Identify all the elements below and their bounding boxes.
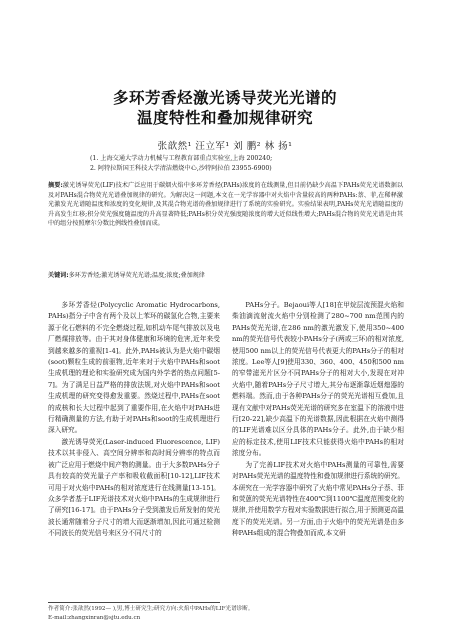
- author-list: 张歆然¹ 汪立军¹ 刘 鹏² 林 扬¹: [157, 141, 293, 152]
- keywords-label: 关键词:: [48, 272, 69, 279]
- abstract-text: 激光诱导荧光(LIF)技术广泛应用于碳烟火焰中多环芳香烃(PAHs)浓度的在线测量,但目前仍缺少高温下PAHs荧光光谱数据以及对PAHs混合物荧光光谱叠加规律的研究。为解决这一问题,本文在一光学容器中对火焰中含量较高的两种PAHs:萘、菲,在稀释激光激发光光谱随温度和浓度的变化规律,及其混合物光谱的叠加规律进行了系统的实验研究。实验结果表明,PAHs荧光光谱随温度的升高发生红移;积分荧光强度随温度的升高显著降低;PAHs积分荧光强度随浓度的增大近似线性增大;PAHs混合物的荧光光谱是由其中的组分按照摩尔分数比例线性叠加而成。: [48, 182, 403, 228]
- author-bio: 作者简介:张歆然(1992— ),男,博士研究生;研究方向:火焰中PAHs的LIF光谱诊断。: [48, 606, 254, 612]
- body-paragraph: 激光诱导荧光(Laser-induced Fluorescence, LIF)技术以其非侵入、高空间分辨率和高时间分辨率的特点而被广泛应用于燃烧中间产物的测量。由于大多数PAHs分子具有较高的荧光量子产率和吸收截面积[10-12],LIF技术可用于对火焰中PAHs的相对浓度进行在线测量[13-15]。众多学者基于LIF光谱技术对火焰中PAHs的生成规律进行了研究[16-17]。由于PAHs分子受到激发后所发射的荧光波长通常随着分子尺寸的增大而逐渐增加,因此可通过检测不同波长的荧光信号来区分不同尺寸的: [48, 437, 220, 538]
- author-email: E-mail:zhangxinran@sjtu.edu.cn: [48, 615, 141, 621]
- footnote-divider: [48, 602, 220, 603]
- body-column-right: [232, 300, 404, 540]
- paper-title-line1: 多环芳香烃激光诱导荧光光谱的: [112, 89, 337, 107]
- abstract-label: 摘要:: [48, 182, 63, 189]
- body-column-left: [48, 300, 220, 540]
- body-paragraph: 多环芳香烃(Polycyclic Aromatic Hydrocarbons, PAHs)指分子中含有两个及以上苯环的碳氢化合物,主要来源于化石燃料的不完全燃烧过程,如机动车尾气排放以及电厂燃煤排放等。由于其对身体健康和环境的危害,近年来受到越来越多的重视[1-4]。此外,PAHs被认为是火焰中碳烟(soot)颗粒生成的前驱物,近年来对于火焰中PAHs和soot生成机理的理论和实验研究成为国内外学者的热点问题[5-7]。为了满足日益严格的排放法规,对火焰中PAHs和soot生成机理的研究变得愈发重要。然烧过程中,PAHs在soot的成核和长大过程中起到了重要作用,在火焰中对PAHs进行精确测量的方法,有助于对PAHs和soot的生成机理进行深入研究。: [48, 301, 220, 435]
- footnote: [48, 605, 408, 623]
- affiliation-1: (1. 上海交通大学动力机械与工程教育部重点实验室,上海 200240;: [90, 155, 273, 162]
- keywords-text: 多环芳香烃;激光诱导荧光光谱;温度;浓度;叠加规律: [68, 272, 205, 279]
- affiliation-2: 2. 阿特拉斯国王科技大学清洁燃烧中心,沙特阿拉伯 23955-6900): [90, 165, 272, 172]
- body-paragraph: 为了完善LIF技术对火焰中PAHs测量的可靠性,需要对PAHs荧光光谱的温度特性和叠加规律进行系统的研究。本研究在一光学容器中研究了火焰中常见PAHs分子萘、菲和荧蒽的荧光光谱特性在400℃到1100℃温度范围变化的规律,并使用数学方程对实验数据进行拟合,用于预测更高温度下的荧光光谱。另一方面,由于火焰中的荧光光谱是由多种PAHs组成的混合物叠加而成,本文研: [232, 460, 404, 538]
- body-paragraph: PAHs分子。Bejaoui等人[18]在甲烷层流预混火焰和柴油滴流射流火焰中分别检测了280~700 nm范围内的PAHs荧光光谱,在286 nm的激光激发下,使用350~400 nm的荧光信号代表较小PAHs分子(两或三环)的相对浓度,使用500 nm以上的荧光信号代表更大的PAHs分子的相对浓度。Lee等人[9]使用330、360、400、450和500 nm的窄带滤光片区分不同PAHs分子的相对大小,发现在对冲火焰中,随着PAHs分子尺寸增大,其分布逐渐靠近烟熄器的燃料端。然而,由于各种PAHs分子的荧光光谱相互叠加,且现有文献中对PAHs荧光光谱的研究多在室温下的溶液中进行[20-22],缺少高温下的光谱数据,因此根据在火焰中测得的LIF光谱难以区分具体的PAHs分子。此外,由于缺少相应的标定技术,使用LIF技术只能获得火焰中PAHs的相对浓度分布。: [232, 301, 404, 458]
- paper-title-line2: 温度特性和叠加规律研究: [136, 109, 313, 127]
- abstract: [48, 181, 403, 229]
- keywords: [48, 271, 403, 281]
